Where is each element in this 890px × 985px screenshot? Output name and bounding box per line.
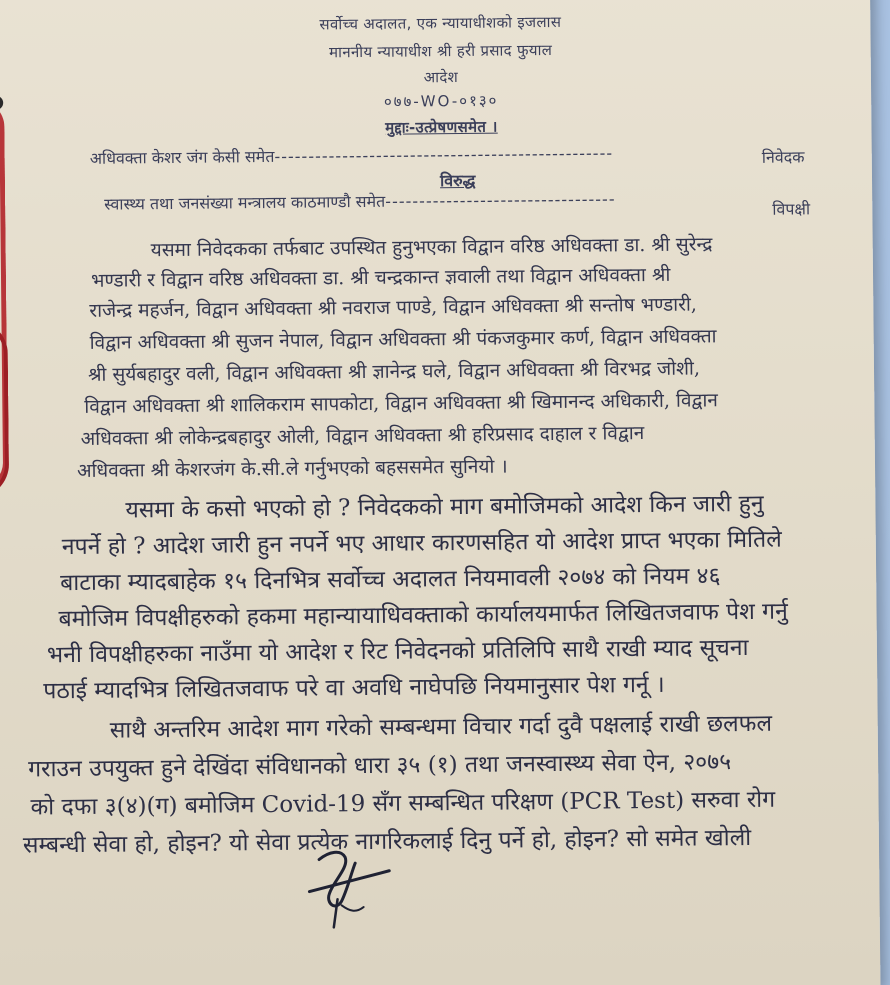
para2-line-1: यसमा के कसो भएको हो ? निवेदकको माग बमोजिमको आदेश किन जारी हुनु [125,490,764,524]
para2-line-4: बमोजिम विपक्षीहरुको हकमा महान्यायाधिवक्ताको कार्यालयमार्फत लिखितजवाफ पेश गर्नु [58,598,788,633]
para1-line-7: अधिवक्ता श्री लोकेन्द्रबहादुर ओली, विद्वान अधिवक्ता श्री हरिप्रसाद दाहाल र विद्वान [80,422,645,450]
para1-line-4: विद्वान अधिवक्ता श्री सुजन नेपाल, विद्वान अधिवक्ता श्री पंकजकुमार कर्ण, विद्वान अधिवक्ता [89,325,717,354]
respondent-line: स्वास्थ्य तथा जनसंख्या मन्त्रालय काठमाण्डौ समेत---------------------------------- [104,189,616,214]
case-number: ०७७-WO-०१३० [383,91,499,111]
case-subject: मुद्दाः-उत्प्रेषणसमेत । [385,117,498,137]
para2-line-2: नपर्ने हो ? आदेश जारी हुन नपर्ने भए आधार कारणसहित यो आदेश प्राप्त भएका मितिले [61,526,782,561]
court-name: सर्वोच्च अदालत, एक न्यायाधीशको इजलास [319,12,562,34]
para1-line-8: अधिवक्ता श्री केशरजंग के.सी.ले गर्नुभएको बहससमेत सुनियो । [76,455,508,483]
para1-line-3: राजेन्द्र महर्जन, विद्वान अधिवक्ता श्री नवराज पाण्डे, विद्वान अधिवक्ता श्री सन्तोष भण्डारी, [89,293,697,322]
respondent-name: स्वास्थ्य तथा जनसंख्या मन्त्रालय काठमाण्डौ समेत [104,191,386,214]
binding-cord-loop [0,320,9,498]
para3-line-1: साथै अन्तरिम आदेश माग गरेको सम्बन्धमा विचार गर्दा दुवै पक्षलाई राखी छलफल [109,710,773,744]
versus-label: विरुद्ध [439,170,476,191]
para2-line-3: बाटाका म्यादबाहेक १५ दिनभित्र सर्वोच्च अदालत नियमावली २०७४ को नियम ४६ [60,563,721,597]
binding-hole [0,96,3,110]
order-title: आदेश [423,67,459,87]
para3-line-3: को दफा ३(४)(ग) बमोजिम Covid-19 सँग सम्बन्धित परिक्षण (PCR Test) सरुवा रोग [30,786,776,821]
judge-signature [289,841,400,932]
para1-line-1: यसमा निवेदकका तर्फबाट उपस्थित हुनुभएका विद्वान वरिष्ठ अधिवक्ता डा. श्री सुरेन्द्र [150,233,713,262]
para1-line-5: श्री सुर्यबहादुर वली, विद्वान अधिवक्ता श्री ज्ञानेन्द्र घले, विद्वान अधिवक्ता श्री विरभद्र जोशी, [87,357,701,386]
respondent-role: विपक्षी [772,199,811,219]
para3-line-2: गराउन उपयुक्त हुने देखिंदा संविधानको धारा ३५ (१) तथा जनस्वास्थ्य सेवा ऐन, २०७५ [28,749,732,783]
para3-line-4: सम्बन्धी सेवा हो, होइन? यो सेवा प्रत्येक नागरिकलाई दिनु पर्ने हो, होइन? सो समेत खोली [22,824,752,859]
para2-line-5: भनी विपक्षीहरुका नाउँमा यो आदेश र रिट निवेदनको प्रतिलिपि साथै राखी म्याद सूचना [46,634,749,669]
judge-name: माननीय न्यायाधीश श्री हरी प्रसाद फुयाल [329,41,553,62]
petitioner-role: निवेदक [761,147,805,167]
para1-line-6: विद्वान अधिवक्ता श्री शालिकराम सापकोटा, विद्वान अधिवक्ता श्री खिमानन्द अधिकारी, विद्वान [84,389,718,418]
petitioner-line: अधिवक्ता केशर जंग केसी समेत-------------------------------------------------- [89,143,614,168]
petitioner-name: अधिवक्ता केशर जंग केसी समेत [89,146,275,168]
para1-line-2: भण्डारी र विद्वान वरिष्ठ अधिवक्ता डा. श्री चन्द्रकान्त ज्ञवाली तथा विद्वान अधिवक्ता श्री [90,263,671,292]
para2-line-6: पठाई म्यादभित्र लिखितजवाफ परे वा अवधि नाघेपछि नियमानुसार पेश गर्नू । [43,671,665,705]
